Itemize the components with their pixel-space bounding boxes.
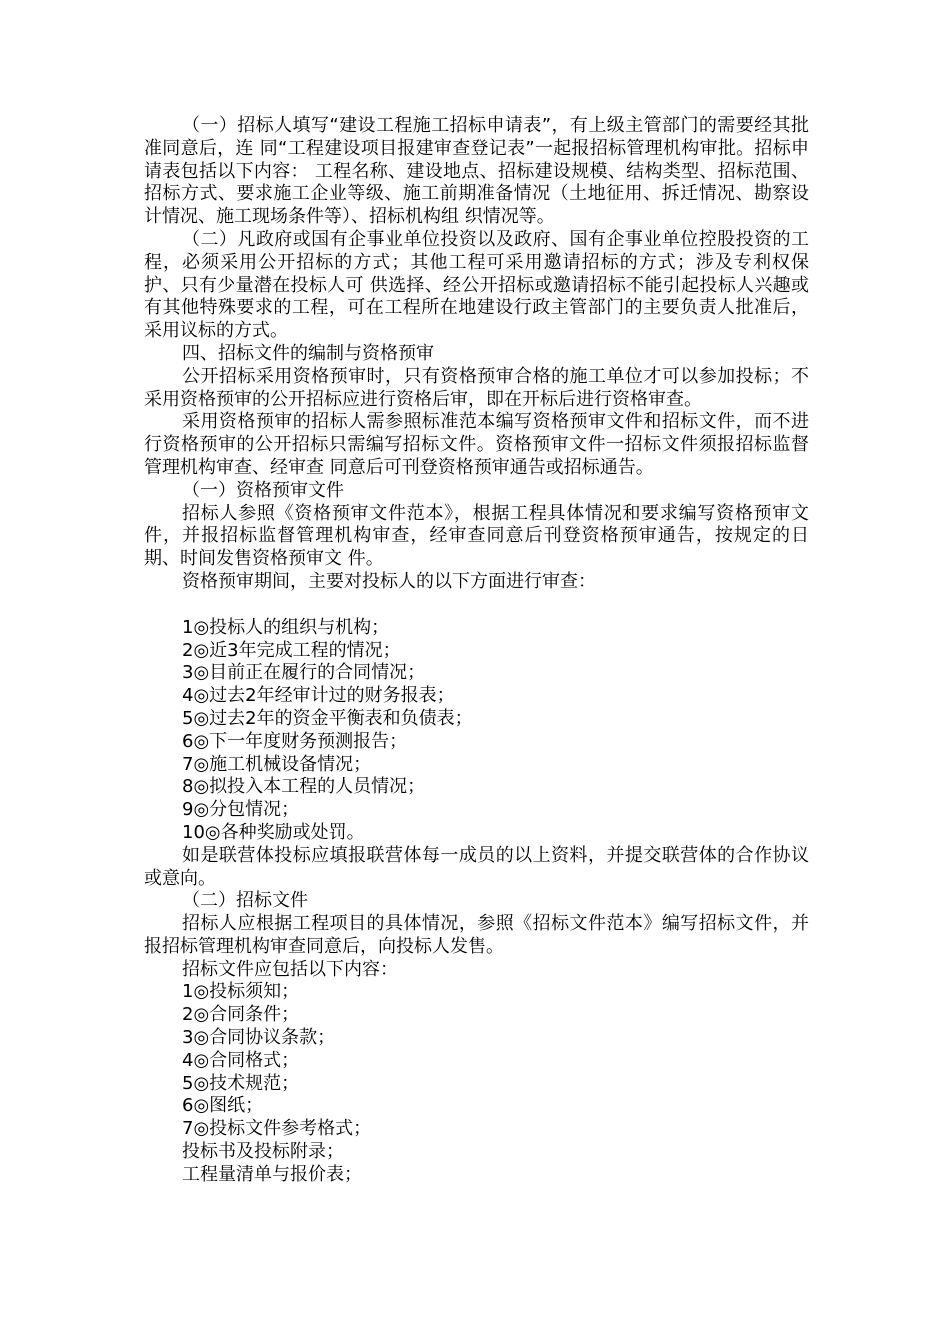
list-item: 8◎拟投入本工程的人员情况； (182, 776, 426, 798)
list-item: 10◎各种奖励或处罚。 (182, 821, 365, 843)
list-item: 4◎过去2年经审计过的财务报表； (182, 685, 455, 707)
document-body (144, 115, 809, 1187)
paragraph: 采用资格预审的招标人需参照标准范本编写资格预审文件和招标文件，而不进行资格预审的公开招标只需编写招标文件。资格预审文件一招标文件须报招标监督管理机构审查、经审查 同意后可刊登资格预审通告或招标通告。 (144, 411, 809, 478)
list-item: 7◎投标文件参考格式； (182, 1118, 372, 1140)
paragraph: （一）招标人填写“建设工程施工招标申请表”，有上级主管部门的需要经其批准同意后，连 同“工程建设项目报建审查登记表”一起报招标管理机构审批。招标申请表包括以下内容： 工程名称、建设地点、招标建设规模、结构类型、招标范围、招标方式、要求施工企业等级、施工前期准备情况（土地征用、拆迁情况、勘察设计情况、施工现场条件等）、招标机构组 织情况等。 (144, 115, 809, 228)
list-item: 5◎过去2年的资金平衡表和负债表； (182, 707, 473, 729)
paragraph: 如是联营体投标应填报联营体每一成员的以上资料，并提交联营体的合作协议或意向。 (144, 844, 809, 889)
list-item: 投标书及投标附录； (182, 1141, 344, 1163)
list-item: 工程量清单与报价表； (182, 1163, 362, 1185)
list-item: 2◎合同条件； (182, 1004, 300, 1026)
section-heading: 四、招标文件的编制与资格预审 (182, 342, 434, 364)
paragraph: 公开招标采用资格预审时，只有资格预审合格的施工单位才可以参加投标；不采用资格预审的公开招标应进行资格后审，即在开标后进行资格审查。 (144, 365, 809, 410)
list-item: 9◎分包情况； (182, 799, 300, 821)
list-item: 6◎下一年度财务预测报告； (182, 730, 408, 752)
paragraph: 资格预审期间，主要对投标人的以下方面进行审查： (182, 570, 596, 592)
list-item: 3◎目前正在履行的合同情况； (182, 662, 426, 684)
paragraph: （二）凡政府或国有企事业单位投资以及政府、国有企事业单位控股投资的工程，必须采用公开招标的方式；其他工程可采用邀请招标的方式；涉及专利权保护、只有少量潜在投标人可 供选择、经公开招标或邀请招标不能引起投标人兴趣或有其他特殊要求的工程，可在工程所在地建设行政主管部门的主要负责人批准后，采用议标的方式。 (144, 228, 809, 342)
review-items-list (144, 617, 809, 845)
blank-line (144, 594, 809, 617)
list-item: 1◎投标须知； (182, 981, 300, 1003)
document-items-list (144, 981, 809, 1186)
paragraph: 招标人参照《资格预审文件范本》，根据工程具体情况和要求编写资格预审文件，并报招标监督管理机构审查，经审查同意后刊登资格预审通告，按规定的日期、时间发售资格预审文 件。 (144, 502, 809, 570)
list-item: 7◎施工机械设备情况； (182, 753, 372, 775)
list-item: 1◎投标人的组织与机构； (182, 616, 390, 638)
list-item: 4◎合同格式； (182, 1049, 300, 1071)
list-item: 3◎合同协议条款； (182, 1027, 336, 1049)
subsection-heading: （二）招标文件 (182, 890, 308, 912)
paragraph: 招标文件应包括以下内容： (182, 958, 398, 980)
list-item: 6◎图纸； (182, 1095, 264, 1117)
list-item: 2◎近3年完成工程的情况； (182, 639, 401, 661)
subsection-heading: （一）资格预审文件 (182, 479, 344, 501)
list-item: 5◎技术规范； (182, 1072, 300, 1094)
paragraph: 招标人应根据工程项目的具体情况，参照《招标文件范本》编写招标文件，并报招标管理机构审查同意后，向投标人发售。 (144, 913, 809, 957)
